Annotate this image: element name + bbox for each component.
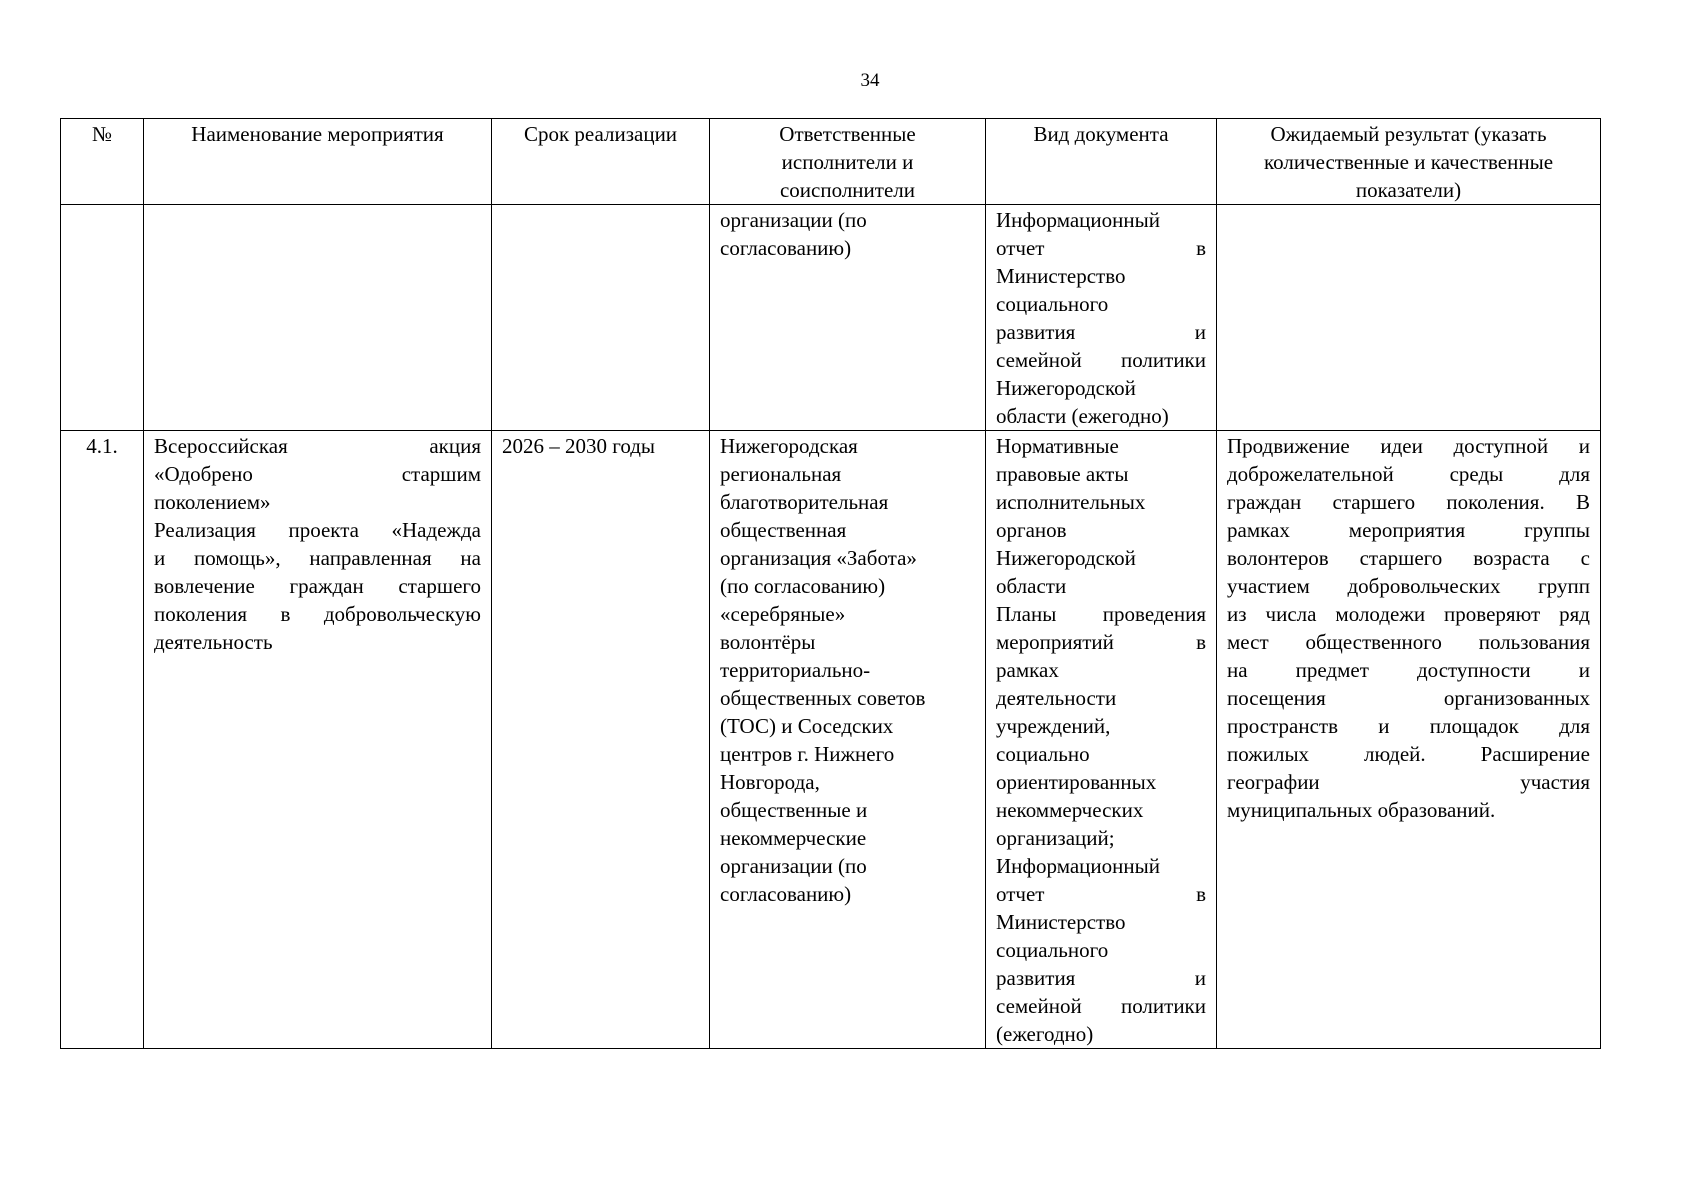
text-line: из числа молодежи проверяют ряд — [1227, 602, 1590, 626]
text-line: волонтеров старшего возраста с — [1227, 546, 1590, 570]
cell-term: 2026 – 2030 годы — [492, 431, 710, 1049]
text-line: Всероссийская акция — [154, 434, 481, 458]
text-line: развития и — [996, 320, 1206, 344]
text-line: на предмет доступности и — [1227, 658, 1590, 682]
text-line: семейной политики — [996, 348, 1206, 372]
text-line: общественные и — [720, 798, 868, 822]
text-line: согласованию) — [720, 882, 852, 906]
cell-result-empty — [1217, 205, 1601, 431]
text-line: социально — [996, 742, 1090, 766]
text-line: общественная — [720, 518, 847, 542]
text-line: Планы проведения — [996, 602, 1206, 626]
text-line: организации (по — [720, 208, 867, 232]
text-line: благотворительная — [720, 490, 889, 514]
text-line: органов — [996, 518, 1067, 542]
text-line: отчет в — [996, 236, 1206, 260]
cell-name-empty — [144, 205, 492, 431]
text-line: общественных советов — [720, 686, 926, 710]
header-term: Срок реализации — [492, 119, 710, 205]
text-line: ориентированных — [996, 770, 1157, 794]
cell-term-empty — [492, 205, 710, 431]
text-line: Новгорода, — [720, 770, 820, 794]
text-line: некоммерческих — [996, 798, 1144, 822]
text-line: социального — [996, 938, 1109, 962]
text-line: Продвижение идеи доступной и — [1227, 434, 1590, 458]
text-line: рамках мероприятия группы — [1227, 518, 1590, 542]
text-line: участием добровольческих групп — [1227, 574, 1590, 598]
text-line: социального — [996, 292, 1109, 316]
text-line: согласованию) — [720, 236, 852, 260]
text-line: (ТОС) и Соседских — [720, 714, 894, 738]
text-line: граждан старшего поколения. В — [1227, 490, 1590, 514]
header-number: № — [61, 119, 144, 205]
header-document-type: Вид документа — [986, 119, 1217, 205]
text-line: организаций; — [996, 826, 1115, 850]
text-line: посещения организованных — [1227, 686, 1590, 710]
text-line: (ежегодно) — [996, 1022, 1094, 1046]
text-line: деятельности — [996, 686, 1117, 710]
text-line: мероприятий в — [996, 630, 1206, 654]
header-measure-name: Наименование мероприятия — [144, 119, 492, 205]
cell-responsible — [710, 431, 986, 1049]
text-line: пространств и площадок для — [1227, 714, 1590, 738]
text-line: поколением» — [154, 490, 271, 514]
cell-responsible — [710, 205, 986, 431]
text-line: доброжелательной среды для — [1227, 462, 1590, 486]
text-line: учреждений, — [996, 714, 1111, 738]
text-line: Министерство — [996, 264, 1126, 288]
cell-document-type — [986, 205, 1217, 431]
text-line: правовые акты — [996, 462, 1129, 486]
text-line: Нормативные — [996, 434, 1119, 458]
header-responsible: Ответственные исполнители и соисполнители — [710, 119, 986, 205]
text-line: организации (по — [720, 854, 867, 878]
text-line: «серебряные» — [720, 602, 846, 626]
text-line: отчет в — [996, 882, 1206, 906]
text-line: Нижегородской — [996, 376, 1136, 400]
table-header-row — [61, 119, 1601, 205]
text-line: волонтёры — [720, 630, 816, 654]
text-line: деятельность — [154, 630, 273, 654]
text-line: Нижегородская — [720, 434, 858, 458]
text-line: организация «Забота» — [720, 546, 917, 570]
table-row-continuation — [61, 205, 1601, 431]
text-line: рамках — [996, 658, 1059, 682]
text-line: Информационный — [996, 208, 1160, 232]
text-line: центров г. Нижнего — [720, 742, 895, 766]
text-line: развития и — [996, 966, 1206, 990]
text-line: некоммерческие — [720, 826, 867, 850]
text-line: географии участия — [1227, 770, 1590, 794]
cell-measure-name — [144, 431, 492, 1049]
cell-expected-result — [1217, 431, 1601, 1049]
cell-document-type — [986, 431, 1217, 1049]
text-line: Министерство — [996, 910, 1126, 934]
text-line: исполнительных — [996, 490, 1146, 514]
measures-table — [60, 118, 1601, 1049]
header-expected-result: Ожидаемый результат (указать количественные и качественные показатели) — [1217, 119, 1601, 205]
cell-number: 4.1. — [61, 431, 144, 1049]
text-line: Нижегородской — [996, 546, 1136, 570]
text-line: области (ежегодно) — [996, 404, 1169, 428]
text-line: поколения в добровольческую — [154, 602, 481, 626]
text-line: пожилых людей. Расширение — [1227, 742, 1590, 766]
cell-number-empty — [61, 205, 144, 431]
text-line: региональная — [720, 462, 842, 486]
text-line: муниципальных образований. — [1227, 798, 1496, 822]
text-line: Реализация проекта «Надежда — [154, 518, 481, 542]
text-line: территориально- — [720, 658, 871, 682]
text-line: вовлечение граждан старшего — [154, 574, 481, 598]
text-line: области — [996, 574, 1067, 598]
text-line: мест общественного пользования — [1227, 630, 1590, 654]
text-line: «Одобрено старшим — [154, 462, 481, 486]
table-row-4-1 — [61, 431, 1601, 1049]
text-line: и помощь», направленная на — [154, 546, 481, 570]
page-number: 34 — [860, 70, 880, 91]
text-line: Информационный — [996, 854, 1160, 878]
text-line: (по согласованию) — [720, 574, 886, 598]
text-line: семейной политики — [996, 994, 1206, 1018]
